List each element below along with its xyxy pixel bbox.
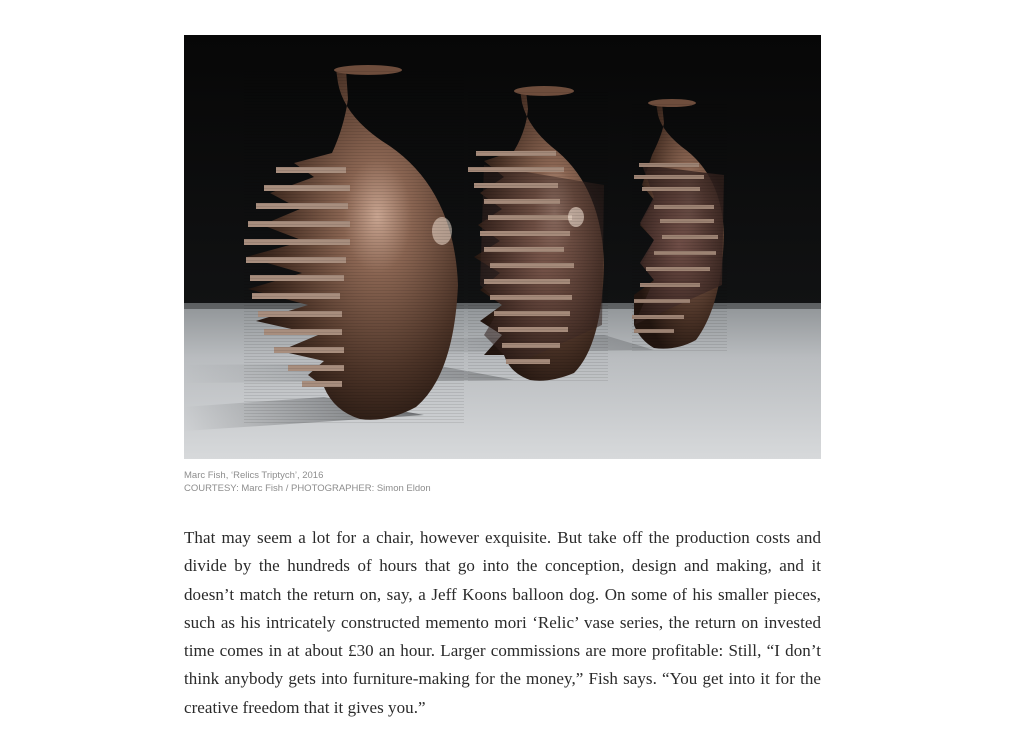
article-paragraph: That may seem a lot for a chair, however exquisite. But take off the production costs and divide by the hundreds of hours that go into the conception, design and making, and it doesn’t match the return on, say, a Jeff Koons balloon dog. On some of his smaller pieces, such as his intricately constructed memento mori ‘Relic’ vase series, the return on invested time comes in at about £30 an hour. Larger commissions are more profitable: Still, “I don’t think anybody gets into furniture-making for the money,” Fish says. “You get into it for the creative freedom that it gives you.” xyxy=(184,528,821,717)
caption-credit: COURTESY: Marc Fish / PHOTOGRAPHER: Simon Eldon xyxy=(184,482,431,494)
article-figure xyxy=(184,35,821,495)
caption-title: Marc Fish, ‘Relics Triptych’, 2016 xyxy=(184,470,324,481)
photo-caption xyxy=(184,470,821,495)
vases-photo xyxy=(184,35,821,459)
